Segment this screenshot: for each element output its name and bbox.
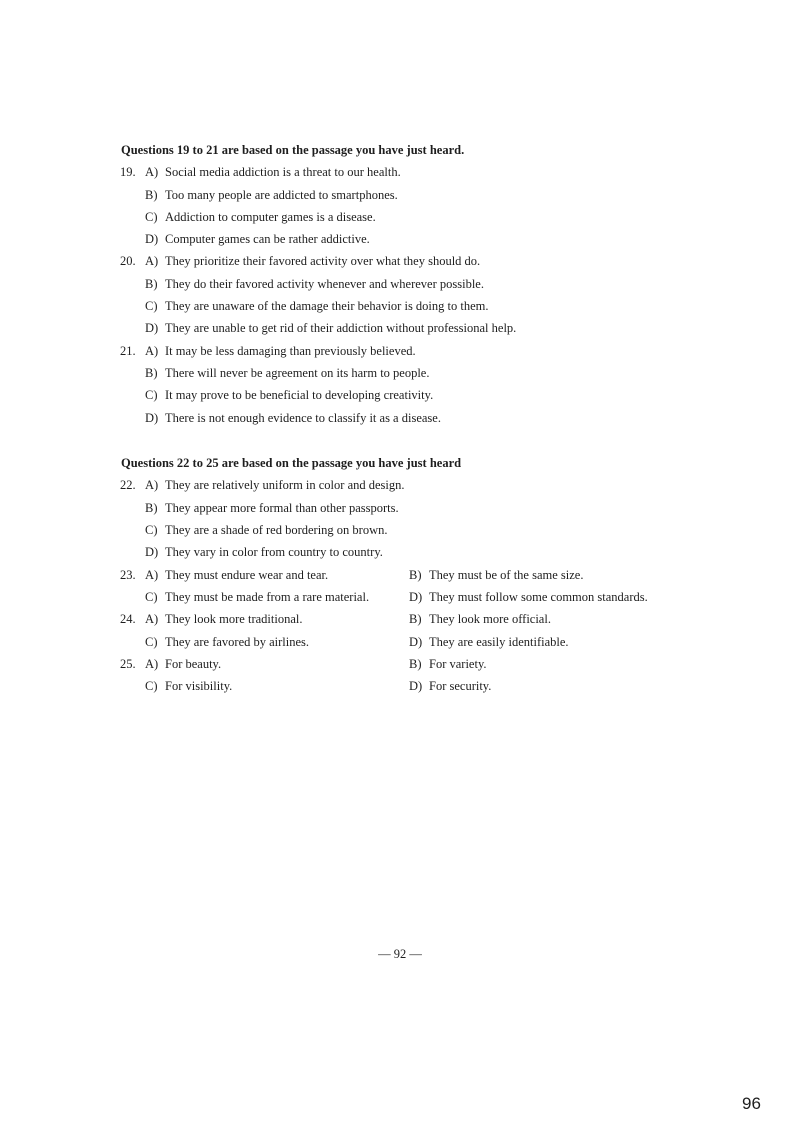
section-heading-22-25: Questions 22 to 25 are based on the passage you have just heard: [121, 456, 462, 470]
option-b[interactable]: B) Too many people are addicted to smartphones.: [145, 188, 398, 202]
question-number: 24.: [120, 612, 136, 626]
option-a[interactable]: A) For beauty.: [145, 657, 222, 671]
option-c[interactable]: C) For visibility.: [145, 679, 233, 693]
option-a[interactable]: A) They must endure wear and tear.: [145, 568, 329, 582]
question-number: 22.: [120, 478, 136, 492]
option-b[interactable]: B) For variety.: [409, 657, 487, 671]
option-a[interactable]: A) It may be less damaging than previously believed.: [145, 344, 416, 358]
option-b[interactable]: B) They look more official.: [409, 612, 551, 626]
option-d[interactable]: D) They vary in color from country to country.: [145, 545, 383, 559]
option-a[interactable]: A) Social media addiction is a threat to our health.: [145, 165, 401, 179]
page-number-footer: — 92 —: [378, 947, 422, 961]
section-heading-19-21: Questions 19 to 21 are based on the passage you have just heard.: [121, 143, 465, 157]
question-number: 19.: [120, 165, 136, 179]
option-a[interactable]: A) They are relatively uniform in color and design.: [145, 478, 405, 492]
option-c[interactable]: C) Addiction to computer games is a disease.: [145, 210, 376, 224]
option-d[interactable]: D) There is not enough evidence to classify it as a disease.: [145, 411, 441, 425]
question-number: 20.: [120, 254, 136, 268]
option-d[interactable]: D) For security.: [409, 679, 492, 693]
question-number: 21.: [120, 344, 136, 358]
option-b[interactable]: B) They appear more formal than other passports.: [145, 501, 399, 515]
option-c[interactable]: C) They must be made from a rare material.: [145, 590, 370, 604]
option-d[interactable]: D) They are easily identifiable.: [409, 635, 569, 649]
option-b[interactable]: B) They must be of the same size.: [409, 568, 584, 582]
option-b[interactable]: B) There will never be agreement on its harm to people.: [145, 366, 430, 380]
option-b[interactable]: B) They do their favored activity whenever and wherever possible.: [145, 277, 484, 291]
question-number: 23.: [120, 568, 136, 582]
option-d[interactable]: D) They must follow some common standards.: [409, 590, 648, 604]
question-number: 25.: [120, 657, 136, 671]
corner-page-number: 96: [742, 1094, 761, 1113]
option-c[interactable]: C) They are unaware of the damage their behavior is doing to them.: [145, 299, 489, 313]
option-d[interactable]: D) Computer games can be rather addictive.: [145, 232, 370, 246]
option-a[interactable]: A) They prioritize their favored activity over what they should do.: [145, 254, 481, 268]
option-c[interactable]: C) It may prove to be beneficial to developing creativity.: [145, 388, 434, 402]
option-c[interactable]: C) They are favored by airlines.: [145, 635, 310, 649]
option-a[interactable]: A) They look more traditional.: [145, 612, 303, 626]
option-d[interactable]: D) They are unable to get rid of their addiction without professional help.: [145, 321, 517, 335]
option-c[interactable]: C) They are a shade of red bordering on brown.: [145, 523, 388, 537]
